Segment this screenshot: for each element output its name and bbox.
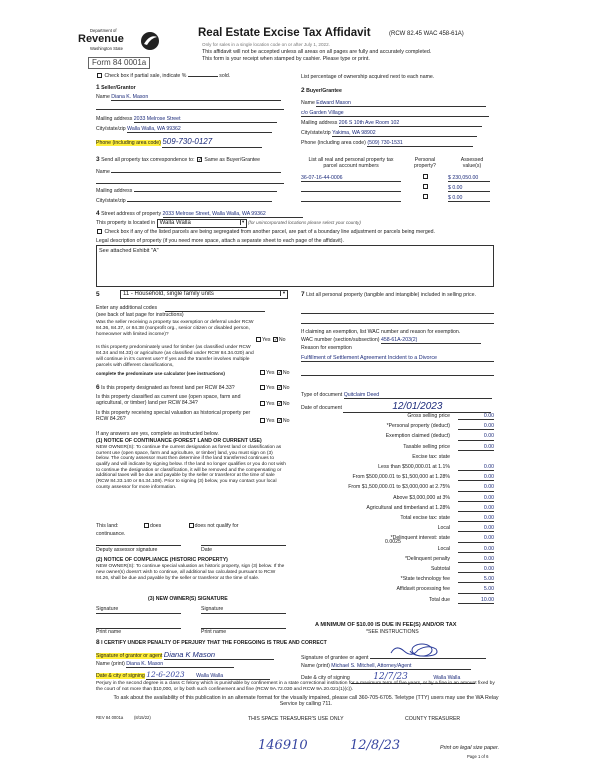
partial-sale-label: Check box if partial sale, indicate % (104, 73, 187, 79)
calc-value[interactable]: 0.00 (458, 505, 494, 512)
buyer-city-row (301, 130, 477, 137)
corr-mailing-label: Mailing address (96, 188, 133, 194)
notice-compliance-text: NEW OWNER(S): To continue special valuation as historic property, sign (3) below. If the new owner(s) doesn't wish to continue, all additional tax calculated pursuant to RCW 84.26, shall be due and payable by the seller or transferor at the time of sale. (96, 564, 285, 581)
sold-label: sold. (219, 73, 231, 79)
exemption-yes-checkbox[interactable] (256, 337, 261, 342)
calc-label: From $1,500,000.01 to $3,000,000 at 2.75% (348, 484, 450, 491)
assessed-value-2[interactable]: $ 0.00 (448, 185, 490, 192)
legal-description-text: See attached Exhibit "A" (99, 248, 159, 254)
buyer-mailing-row (301, 120, 482, 127)
header-note-1: Only for sales in a single location code on or after July 1, 2022. (202, 42, 330, 47)
buyer-name-row (301, 100, 486, 107)
legal-paper-note: Print on legal size paper. (440, 745, 500, 751)
calc-value[interactable]: 0.00 (458, 413, 494, 420)
ownership-note: List percentage of ownership acquired next to each name. (301, 74, 435, 80)
chevron-down-icon: ▼ (280, 291, 287, 296)
calc-label: *Delinquent interest: state (390, 535, 450, 542)
same-as-buyer-checkbox[interactable] (197, 157, 202, 162)
logo-swoosh-icon (140, 31, 160, 51)
historic-yes-checkbox[interactable] (260, 418, 265, 423)
buyer-heading: 2 Buyer/Grantee (301, 87, 342, 94)
calc-value[interactable]: 0.00 (458, 474, 494, 481)
seller-name-row (96, 94, 281, 101)
grantee-signature-row: Signature of grantee or agent (301, 651, 486, 661)
partial-percent-field[interactable] (188, 76, 218, 77)
seller-phone-label: Phone (including area code) (96, 140, 161, 146)
buyer-phone-row (301, 140, 473, 147)
calc-value[interactable]: 0.00 (458, 546, 494, 553)
page-title: Real Estate Excise Tax Affidavit (198, 27, 371, 39)
seller-name-field[interactable]: Diana K. Mason (111, 94, 281, 101)
treasurer-use-only: THIS SPACE TREASURER'S USE ONLY (248, 716, 344, 722)
county-treasurer: COUNTY TREASURER (405, 716, 461, 722)
personal-property-row: 7 List all personal property (tangible and intangible) included in selling price. (301, 291, 476, 298)
seller-city-row (96, 126, 272, 133)
grantor-signature-row: Signature of grantor or agent Diana K Mason (96, 650, 274, 660)
calc-value[interactable]: 0.00 (458, 433, 494, 440)
reason-label: Reason for exemption (301, 345, 352, 351)
calc-value[interactable]: 5.00 (458, 576, 494, 583)
legal-description-box[interactable] (96, 245, 494, 287)
seller-mailing-label: Mailing address (96, 116, 133, 122)
grantee-signature-field[interactable] (370, 651, 486, 659)
historic-question: Is this property receiving special valuation as historical property per RCW 84.26? (96, 410, 251, 423)
buyer-co-row (301, 110, 489, 117)
assessed-value-3[interactable]: $ 0.00 (448, 195, 490, 202)
historic-no-checkbox[interactable] (277, 418, 282, 423)
exemption-yes-no: Yes ✓ No (255, 337, 286, 343)
title-citation: (RCW 82.45 WAC 458-61A) (389, 31, 464, 37)
rev-date: (8/15/22) (134, 715, 151, 720)
grantee-name-row: Name (print) Michael S. Mitchell, Attorney/Agent (301, 663, 471, 670)
new-owner-print-label-2: Print name (201, 629, 227, 635)
this-land-row: This land: does does not qualify for (96, 523, 239, 529)
calc-label: Agricultural and timberland at 1.28% (366, 504, 450, 511)
calc-value[interactable]: 10.00 (458, 597, 494, 604)
personal-prop-checkbox-2[interactable] (423, 184, 428, 189)
corr-city-row (96, 197, 272, 204)
unincorporated-note: (for unincorporated locations please select your county) (248, 220, 361, 225)
timber-calc-note: complete the predominate use calculator (see instructions) (96, 371, 225, 376)
new-owner-signature-label-2: Signature (201, 606, 224, 612)
grantee-signature-scribble-icon (388, 643, 444, 659)
personal-prop-checkbox-3[interactable] (423, 194, 428, 199)
buyer-city-label: City/state/zip (301, 130, 331, 136)
grantee-name-field[interactable]: Michael S. Mitchell, Attorney/Agent (331, 663, 471, 670)
forest-yes-checkbox[interactable] (260, 385, 265, 390)
calc-value[interactable]: 0.00 (458, 423, 494, 430)
calc-label: Total excise tax: state (400, 515, 450, 521)
calc-label: Gross selling price (407, 413, 450, 419)
buyer-name-label: Name (301, 100, 315, 106)
continuance-label: continuance. (96, 531, 126, 537)
calc-label: Above $3,000,000 at 3% (393, 494, 450, 501)
calc-label: From $500,000.01 to $1,500,000 at 1.28% (352, 474, 450, 481)
buyer-co-field[interactable]: c/o Garden Village (301, 110, 489, 117)
form-number: Form 84 0001a (88, 57, 150, 69)
logo-main-text: Revenue (78, 33, 124, 45)
correspondence-label: Send all property tax correspondence to: (101, 157, 195, 163)
calc-value[interactable]: 0.00 (458, 464, 494, 471)
buyer-mailing-field[interactable]: 206 S 10th Ave Room 102 (339, 120, 482, 127)
calc-label: Local (437, 545, 450, 552)
partial-sale-row (96, 73, 230, 79)
seller-mailing-row (96, 116, 277, 123)
new-owner-signature-label-1: Signature (96, 606, 119, 612)
located-label: This property is located in (96, 220, 156, 226)
doc-date-row: Date of document 12/01/2023 (301, 402, 491, 413)
timber-yes-no: Yes ✓ No (259, 370, 290, 376)
corr-city-field[interactable] (127, 197, 272, 202)
parcel-number-field[interactable]: 36-07-16-44-0006 (301, 175, 401, 182)
current-use-question: Is this property classified as current use (open space, farm and agricultural, or timber) land per RCW 84.34? (96, 394, 241, 407)
page-number: Page 1 of 6 (467, 754, 489, 759)
segregated-label: Check box if any of the listed parcels are being segregated from another parcel, are part of a boundary line adjustment or parcels being merged. (104, 229, 435, 235)
calc-label: *Delinquent penalty (405, 555, 450, 562)
perjury-notice: Perjury in the second degree is a class C felony which is punishable by confinement in a state correctional institution for a maximum term of five years, or by a fine in an amount fixed by the court of not more than $10,000, or by both such confinement and fine (RCW 9A.72.030 and RCW 9A.20.021(1)(c)). (96, 681, 495, 692)
current-use-no-checkbox[interactable] (277, 401, 282, 406)
seller-phone-row (96, 137, 262, 148)
calc-value[interactable]: 0.00 (458, 515, 494, 522)
segregated-row (96, 229, 435, 235)
calc-label: Affidavit processing fee (396, 586, 450, 593)
seller-mailing-field[interactable]: 2033 Melrose Street (134, 116, 277, 123)
city-select[interactable]: Walla Walla ▼ (157, 219, 247, 228)
calc-label: *Personal property (deduct) (386, 423, 450, 430)
complete-instructions: If any answers are yes, complete as instructed below. (96, 431, 219, 437)
grantee-date-row: Date & city of signing 12/7/23 Walla Walla (301, 672, 475, 684)
deputy-date-label: Date (201, 547, 212, 553)
header-note-2: This affidavit will not be accepted unless all areas on all pages are fully and accurately completed. (202, 49, 432, 55)
corr-name-row (96, 168, 281, 175)
seller-city-label: City/state/zip (96, 126, 126, 132)
header-note-3: This form is your receipt when stamped by cashier. Please type or print. (202, 56, 370, 62)
grantor-name-field[interactable]: Diana K. Mason (126, 661, 234, 668)
street-address-row: 4 Street address of property 2033 Melrose Street, Walla Walla, WA 99362 (96, 210, 303, 218)
timber-question: Is this property predominately used for timber (as classified under RCW 84.34 and 84.33) or agriculture (as classified under RCW 84.34.020) and will continue in it's current use? If yes and the transfer involves multiple parcels with different classifications, (96, 345, 254, 368)
notice-continuance-heading: (1) NOTICE OF CONTINUANCE (FOREST LAND OR CURRENT USE) (96, 438, 262, 444)
new-owner-signature-heading: (3) NEW OWNER(S) SIGNATURE (148, 596, 228, 602)
treasurer-stamp-date: 12/8/23 (350, 738, 401, 753)
partial-sale-checkbox[interactable] (97, 73, 102, 78)
calc-value[interactable]: 0.00 (458, 495, 494, 502)
grantor-date-field[interactable]: 12-6-2023 Walla Walla (146, 670, 270, 680)
use-code-select[interactable]: 11 - Household, single family units ▼ (120, 290, 288, 299)
corr-mailing-row (96, 187, 277, 194)
calc-value[interactable]: 0.00 (458, 484, 494, 491)
calc-label: Local (437, 525, 450, 532)
calc-value[interactable]: 0.00 (458, 444, 494, 451)
street-address-field[interactable]: 2033 Melrose Street, Walla Walla, WA 99362 (163, 211, 303, 218)
see-back-note: (see back of last page for instructions) (96, 312, 184, 318)
logo-state-text: Washington State (90, 46, 123, 51)
assessed-value-1[interactable]: $ 230,050.00 (448, 175, 490, 182)
seller-phone-field[interactable]: 509-730-0127 (162, 137, 262, 148)
grantee-date-field[interactable]: 12/7/23 Walla Walla (351, 672, 475, 684)
historic-yes-no: Yes ✓ No (259, 418, 290, 424)
assessed-col-header: Assessed value(s) (460, 157, 484, 170)
calc-label: Subtotal (430, 566, 450, 572)
calc-label: Excise tax: state (412, 453, 450, 460)
section-5-number: 5 (96, 291, 100, 298)
treasurer-stamp-number: 146910 (258, 738, 308, 753)
timber-yes-checkbox[interactable] (260, 370, 265, 375)
doc-date-field[interactable]: 12/01/2023 (343, 402, 491, 413)
addl-codes-label: Enter any additional codes (96, 305, 158, 311)
does-checkbox[interactable] (144, 523, 149, 528)
certify-row: 8 I CERTIFY UNDER PENALTY OF PERJURY THAT THE FOREGOING IS TRUE AND CORRECT (96, 639, 327, 646)
grantor-signature-field[interactable]: Diana K Mason (164, 650, 274, 660)
rev-number: REV 84 0001a (96, 715, 124, 720)
forest-no-checkbox[interactable] (277, 385, 282, 390)
personal-prop-checkbox-1[interactable] (423, 174, 428, 179)
current-use-yes-no: Yes ✓ No (259, 401, 290, 407)
exemption-no-checkbox[interactable] (273, 337, 278, 342)
corr-mailing-field[interactable] (134, 187, 277, 192)
buyer-phone-label: Phone (including area code) (301, 140, 366, 146)
calc-value[interactable]: 0.00 (458, 535, 494, 542)
parcel-col-header: List all real and personal property tax parcel account numbers (308, 157, 394, 170)
deputy-signature-label: Deputy assessor signature (96, 547, 158, 553)
corr-name-label: Name (96, 169, 110, 175)
corr-city-label: City/state/zip (96, 198, 126, 204)
notice-continuance-text: NEW OWNER(S): To continue the current designation as forest land or classification as current use (open space, farm and agriculture, or timber) land, you must sign on (3) below. The county assessor must then determine if the land transferred continues to qualify and will indicate by signing below. If the land no longer qualifies or you do not wish to continue the designation or classification, it will be removed and the compensating or additional taxes will be due and payable by the seller or transferor at the time of sale (RCW 84.33.140 or 84.34.108). Prior to signing (3) below, you may contact your local county assessor for more information. (96, 445, 286, 490)
calc-value[interactable]: 0.00 (458, 556, 494, 563)
doc-type-field[interactable]: Quitclaim Deed (344, 392, 492, 399)
calc-value[interactable]: 0.00 (458, 566, 494, 573)
forest-question: 6 Is this property designated as forest land per RCW 84.33? (96, 384, 235, 391)
doc-type-row: Type of document Quitclaim Deed (301, 392, 492, 399)
same-as-buyer-label: Same as Buyer/Grantee (204, 157, 261, 163)
wac-row: WAC number (section/subsection) 458-61A-203(2) (301, 337, 481, 344)
calc-label: Taxable selling price (403, 443, 450, 450)
wac-field[interactable]: 458-61A-203(2) (381, 337, 481, 344)
corr-name-field[interactable] (111, 168, 281, 173)
buyer-mailing-label: Mailing address (301, 120, 338, 126)
does-not-checkbox[interactable] (189, 523, 194, 528)
new-owner-print-label-1: Print name (96, 629, 122, 635)
forest-yes-no: Yes ✓ No (259, 385, 290, 391)
exemption-claim-label: If claiming an exemption, list WAC number and reason for exemption. (301, 329, 461, 335)
buyer-name-field[interactable]: Edward Mason (316, 100, 486, 107)
grantor-name-row: Name (print) Diana K. Mason (96, 661, 234, 668)
correspondence-row: 3 Send all property tax correspondence to: ✓ Same as Buyer/Grantee (96, 156, 260, 164)
legal-desc-label: Legal description of property (if you need more space, attach a separate sheet to each page of the affidavit). (96, 238, 344, 244)
current-use-yes-checkbox[interactable] (260, 401, 265, 406)
buyer-city-field[interactable]: Yakima, WA 98902 (332, 130, 477, 137)
personal-prop-col-header: Personal property? (414, 157, 436, 170)
logo-top-text: Department of (90, 28, 117, 33)
local-rate: 0.0025 (385, 539, 401, 545)
street-address-label: Street address of property (101, 211, 162, 217)
minimum-due-note: A MINIMUM OF $10.00 IS DUE IN FEE(S) AND/OR TAX (315, 622, 457, 628)
buyer-phone-field[interactable]: (509) 730-1531 (367, 140, 473, 147)
calc-label: Exemption claimed (deduct) (385, 433, 450, 440)
calc-value[interactable]: 5.00 (458, 586, 494, 593)
calc-value[interactable]: 0.00 (458, 525, 494, 532)
seller-city-field[interactable]: Walla Walla, WA 99362 (127, 126, 272, 133)
calc-label: Less than $500,000.01 at 1.1% (378, 464, 450, 470)
grantor-date-row: Date & city of signing 12-6-2023 Walla Walla (96, 670, 270, 680)
segregated-checkbox[interactable] (97, 229, 102, 234)
notice-compliance-heading: (2) NOTICE OF COMPLIANCE (HISTORIC PROPERTY) (96, 557, 228, 563)
accessibility-notice: To ask about the availability of this publication in an alternate format for the visually impaired, please call 360-705-6705. Teletype (TTY) users may use the WA Relay Service by calling 711. (113, 695, 499, 708)
reason-field[interactable]: Fulfillment of Settlement Agreement Incident to a Divorce (301, 355, 494, 362)
see-instructions-note: *SEE INSTRUCTIONS (366, 629, 419, 635)
timber-no-checkbox[interactable] (277, 370, 282, 375)
calc-label: *State technology fee (400, 576, 450, 583)
chevron-down-icon: ▼ (241, 219, 246, 224)
seller-heading: 1 Seller/Grantor (96, 84, 136, 91)
exemption-question: Was the seller receiving a property tax exemption or deferral under RCW 84.36, 84.37, or 84.38 (nonprofit org., senior citizen or disabled person, homeowner with limited income)? (96, 320, 254, 337)
seller-name-label: Name (96, 94, 110, 100)
located-row (96, 219, 361, 228)
calc-label: Total due (428, 596, 450, 603)
